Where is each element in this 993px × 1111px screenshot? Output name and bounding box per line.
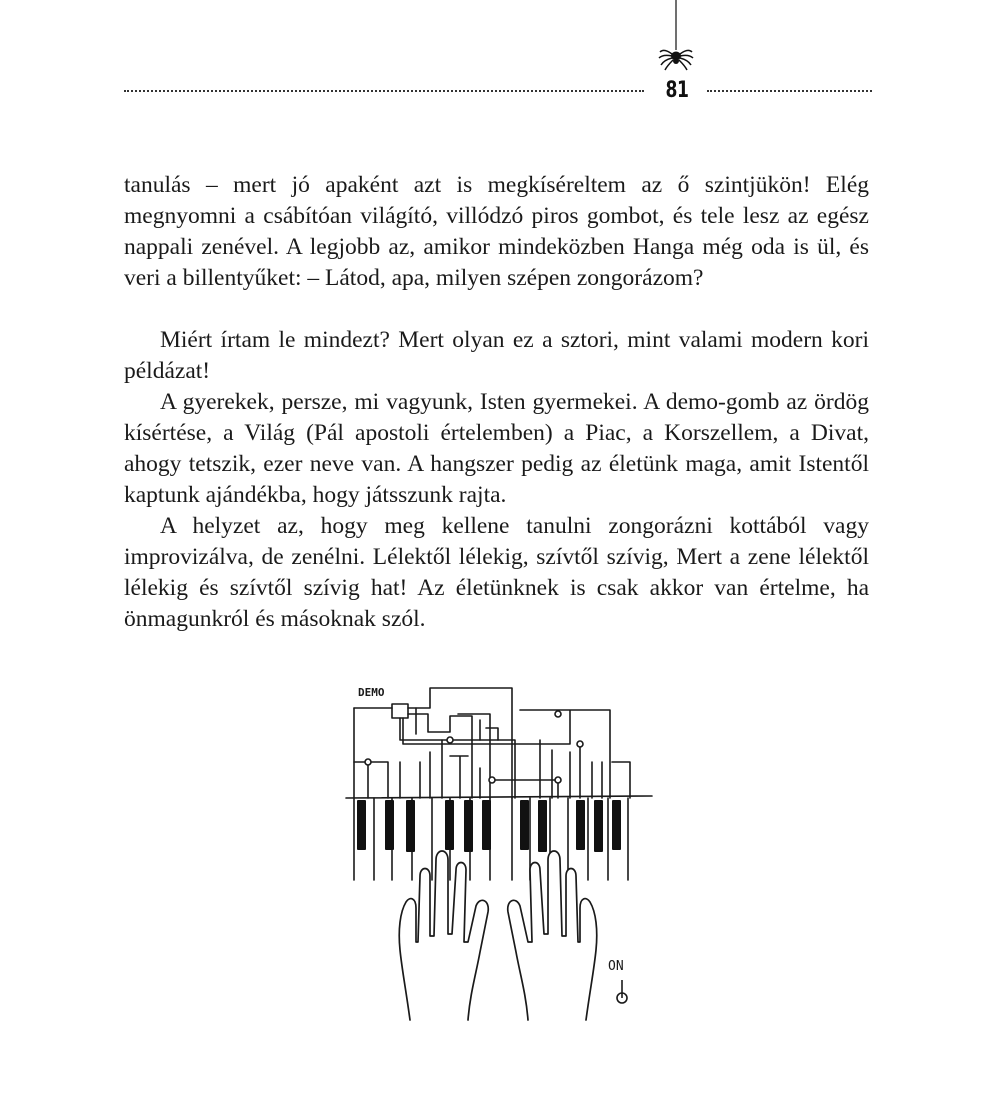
paragraph: A gyerekek, persze, mi vagyunk, Isten gyermekei. A demo-gomb az ördög kísértése, a Világ (Pál apostoli értelemben) a Piac, a Korszellem, a Divat, ahogy tetszik, ezer neve van. A hangszer pedig az életünk maga, amit Istentől kaptunk ajándékba, hogy játsszunk rajta. bbox=[124, 389, 869, 508]
page-number: 81 bbox=[665, 78, 689, 103]
header-rule-right bbox=[707, 90, 872, 92]
page-header bbox=[0, 0, 993, 120]
header-rule-left bbox=[124, 90, 644, 92]
paragraph: tanulás – mert jó apaként azt is megkíséreltem az ő szintjükön! Elég megnyomni a csábítóan világító, villódzó piros gombot, és tele lesz az egész nappali zenével. A legjobb az, amikor mindeközben Hanga még oda is ül, és veri a billentyűket: – Látod, apa, milyen szépen zongorázom? bbox=[124, 172, 869, 291]
on-label: ON bbox=[608, 959, 624, 974]
paragraph: A helyzet az, hogy meg kellene tanulni zongorázni kottából vagy improvizálva, de zenélni. Lélektől lélekig, szívtől szívig, Mert a zene lélektől lélekig és szívtől szívig hat! Az életünknek is csak akkor van értelme, ha önmagunkról és másoknak szól. bbox=[124, 513, 869, 632]
demo-label: DEMO bbox=[358, 686, 385, 699]
power-switch-icon bbox=[617, 980, 627, 1003]
body-text bbox=[124, 170, 869, 635]
spider-icon bbox=[656, 0, 696, 75]
piano-hands-illustration bbox=[340, 680, 660, 1025]
paragraph: Miért írtam le mindezt? Mert olyan ez a sztori, mint valami modern kori példázat! bbox=[124, 327, 869, 384]
